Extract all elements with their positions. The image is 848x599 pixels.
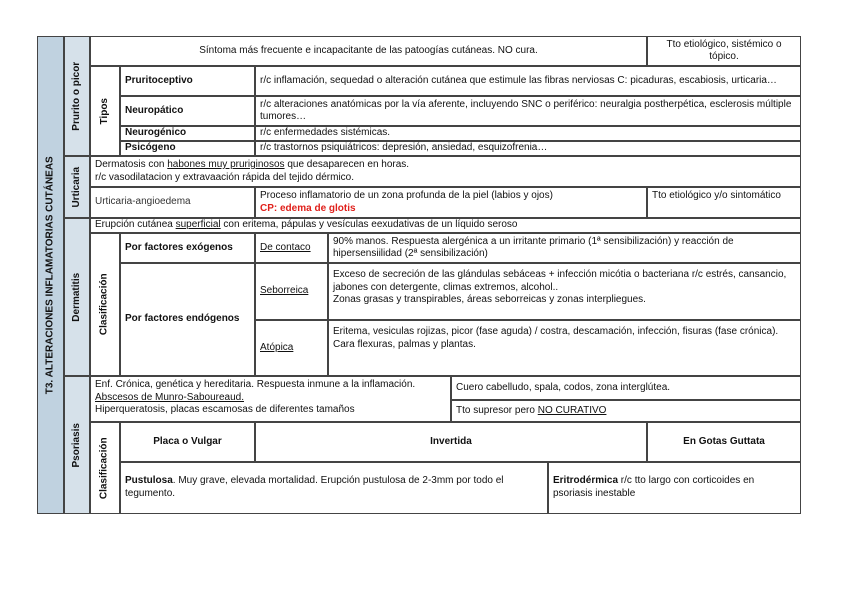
angioedema-desc: Proceso inflamatorio de un zona profunda de la piel (labios y ojos) CP: edema de glotis bbox=[255, 187, 647, 218]
urticaria-label-cell bbox=[64, 156, 90, 218]
angioedema-name: Urticaria-angioedema bbox=[90, 187, 255, 218]
tipo-desc-neuropatico: r/c alteraciones anatómicas por la vía aferente, incluyendo SNC o periférico: neuralgia postherpética, esclerosis múltiple tumores… bbox=[255, 96, 801, 126]
tipo-desc-pruritoceptivo: r/c inflamación, sequedad o alteración cutánea que estimule las fibras nerviosas C: picaduras, escabiosis, urticaria… bbox=[255, 66, 801, 96]
tipos-label: Tipos bbox=[98, 97, 110, 125]
prurito-label: Prurito o picor bbox=[70, 61, 82, 131]
psoriasis-eritrodermica: Eritrodérmica r/c tto largo con corticoides en psoriasis inestable bbox=[548, 462, 801, 514]
urticaria-label: Urticaria bbox=[70, 166, 82, 208]
prurito-tto: Tto etiológico, sistémico o tópico. bbox=[647, 36, 801, 66]
exogenos-label: Por factores exógenos bbox=[120, 233, 255, 263]
psoriasis-clasif-label: Clasificación bbox=[98, 437, 110, 499]
tipo-name-psicogeno: Psicógeno bbox=[120, 141, 255, 156]
angioedema-cp: CP: edema de glotis bbox=[260, 202, 356, 214]
psoriasis-pustulosa: Pustulosa. Muy grave, elevada mortalidad. Erupción pustulosa de 2-3mm por todo el tegumento. bbox=[120, 462, 548, 514]
seborreica-name: Seborreica bbox=[255, 263, 328, 320]
dermatitis-clasif-label: Clasificación bbox=[98, 273, 110, 336]
psoriasis-tto: Tto supresor pero NO CURATIVO bbox=[451, 400, 801, 422]
urticaria-intro: Dermatosis con habones muy pruriginosos que desaparecen en horas. r/c vasodilatacion y extravaación rápida del tejido dérmico. bbox=[90, 156, 801, 187]
psoriasis-zonas: Cuero cabelludo, spala, codos, zona interglútea. bbox=[451, 376, 801, 400]
tipo-desc-psicogeno: r/c trastornos psiquiátricos: depresión, ansiedad, esquizofrenia… bbox=[255, 141, 801, 156]
tipo-name-neuropatico: Neuropático bbox=[120, 96, 255, 126]
dermatitis-label: Dermatitis bbox=[70, 272, 82, 322]
tipo-desc-neurogenico: r/c enfermedades sistémicas. bbox=[255, 126, 801, 141]
tipos-label-cell bbox=[90, 66, 120, 156]
prurito-intro: Síntoma más frecuente e incapacitante de las patoogías cutáneas. NO cura. bbox=[90, 36, 647, 66]
main-title-cell bbox=[37, 36, 64, 514]
psoriasis-type-gotas: En Gotas Guttata bbox=[647, 422, 801, 462]
psoriasis-label: Psoriasis bbox=[70, 422, 82, 468]
tipo-name-neurogenico: Neurogénico bbox=[120, 126, 255, 141]
dermatitis-clasif-cell bbox=[90, 233, 120, 376]
seborreica-desc: Exceso de secreción de las glándulas sebáceas + infección micótia o bacteriana r/c estrés, cansancio, jabones con detergente, climas extremos, alcohol.. Zonas grasas y transpirables, áreas seborreicas y zonas interpliegues. bbox=[328, 263, 801, 320]
psoriasis-type-placa: Placa o Vulgar bbox=[120, 422, 255, 462]
dermatitis-intro: Erupción cutánea superficial con eritema, pápulas y vesículas eexudativas de un líquido seroso bbox=[90, 218, 801, 233]
contacto-desc: 90% manos. Respuesta alergénica a un irritante primario (1ª sensibilización) y reacción de hipersensiilidad (2ª sensibilización) bbox=[328, 233, 801, 263]
dermatitis-label-cell bbox=[64, 218, 90, 376]
psoriasis-type-invertida: Invertida bbox=[255, 422, 647, 462]
psoriasis-label-cell bbox=[64, 376, 90, 514]
main-title: T3. ALTERACIONES INFLAMATORIAS CUTÁNEAS bbox=[44, 156, 56, 394]
atopica-desc: Eritema, vesiculas rojizas, picor (fase aguda) / costra, descamación, infección, fisuras (fase crónica). Cara flexuras, palmas y plantas. bbox=[328, 320, 801, 376]
tipo-name-pruritoceptivo: Pruritoceptivo bbox=[120, 66, 255, 96]
atopica-name: Atópica bbox=[255, 320, 328, 376]
endogenos-label: Por factores endógenos bbox=[120, 263, 255, 376]
psoriasis-desc: Enf. Crónica, genética y hereditaria. Respuesta inmune a la inflamación. Abscesos de Munro-Saboureaud. Hiperqueratosis, placas escamosas de diferentes tamaños bbox=[90, 376, 451, 422]
angioedema-tto: Tto etiológico y/o sintomático bbox=[647, 187, 801, 218]
contacto-name: De contaco bbox=[255, 233, 328, 263]
prurito-label-cell bbox=[64, 36, 90, 156]
psoriasis-clasif-cell bbox=[90, 422, 120, 514]
